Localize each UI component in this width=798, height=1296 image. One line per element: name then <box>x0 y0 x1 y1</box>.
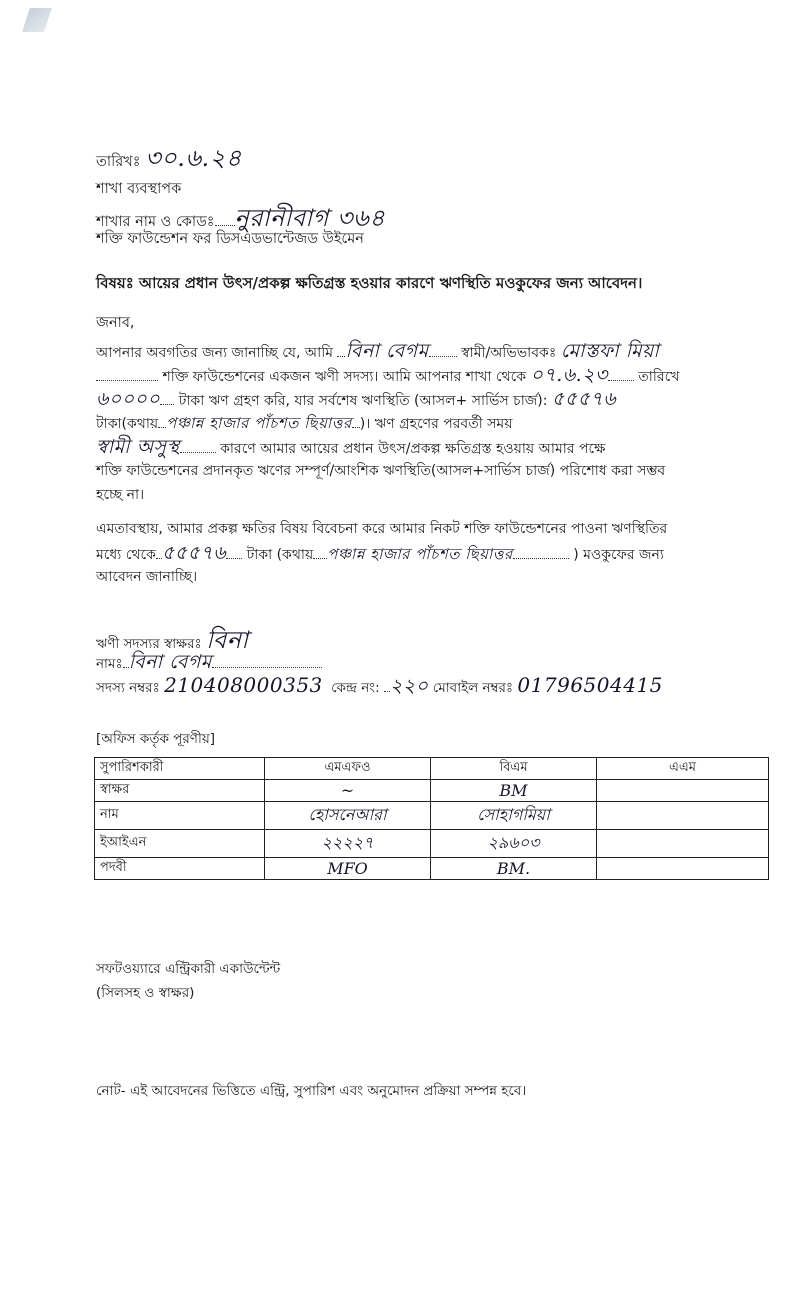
mfo-ein: ২২২২৭ <box>265 830 431 858</box>
amount-in-words-handwritten: পঞ্চান্ন হাজার পাঁচশত ছিয়াত্তর <box>166 414 352 432</box>
am-designation <box>597 858 769 880</box>
guardian-handwritten: মোস্তফা মিয়া <box>560 340 660 362</box>
manager-label: শাখা ব্যবস্থাপক <box>96 181 182 197</box>
body-text: টাকা (কথায় <box>246 547 314 563</box>
note-line: নোট- এই আবেদনের ভিত্তিতে এন্ট্রি, সুপারিশ এবং অনুমোদন প্রক্রিয়া সম্পন্ন হবে। <box>96 1083 527 1099</box>
member-name-handwritten: বিনা বেগম <box>345 340 429 362</box>
para1-line2 <box>96 364 679 388</box>
office-section-title: [অফিস কর্তৃক পূরণীয়] <box>96 731 216 747</box>
header-mfo: এমএফও <box>265 758 431 780</box>
body-text: )। ঋণ গ্রহণের পরবর্তী সময় <box>359 416 513 432</box>
mobile-value: 01796504415 <box>517 673 663 697</box>
mfo-designation: MFO <box>265 858 431 880</box>
branch-label: শাখার নাম ও কোডঃ <box>96 214 215 230</box>
member-sign-label: ঋণী সদস্যর স্বাক্ষরঃ <box>96 636 202 652</box>
office-table <box>94 757 769 880</box>
member-name-label: নামঃ <box>96 656 123 672</box>
accountant-line2: (সিলসহ ও স্বাক্ষর) <box>96 985 195 1001</box>
row-label-designation: পদবী <box>95 858 265 880</box>
member-name-value: বিনা বেগম <box>128 651 212 673</box>
bm-designation: BM. <box>431 858 597 880</box>
member-number-row <box>96 672 663 704</box>
waiver-amount-handwritten: ৫৫৫৭৬ <box>161 542 227 564</box>
branch-value: নুরানীবাগ ৩৬৪ <box>234 204 386 232</box>
scan-corner-mark <box>22 8 52 32</box>
para2-line3: আবেদন জানাচ্ছি। <box>96 569 198 585</box>
header-am: এএম <box>597 758 769 780</box>
para1-line7: হচ্ছে না। <box>96 487 145 503</box>
body-text: মধ্যে থেকে <box>96 547 156 563</box>
para1-line3 <box>96 388 616 412</box>
para1-line6: শক্তি ফাউন্ডেশনের প্রদানকৃত ঋণের সম্পূর্ণ/আংশিক ঋণস্থিতি(আসল+সার্ভিস চার্জ) পরিশোধ করা সম্ভব <box>96 463 666 479</box>
balance-handwritten: ৫৫৫৭৬ <box>551 388 617 410</box>
member-signature: বিনা <box>206 626 249 654</box>
member-no-label: সদস্য নম্বরঃ <box>96 680 160 696</box>
reason-handwritten: স্বামী অসুস্থ <box>96 436 180 458</box>
row-label-signature: স্বাক্ষর <box>95 780 265 802</box>
waiver-words-handwritten: পঞ্চান্ন হাজার পাঁচশত ছিয়াত্তর <box>327 545 513 563</box>
loan-date-handwritten: ০৭.৬.২৩ <box>530 364 608 386</box>
loan-amount-handwritten: ৬০০০০ <box>96 388 161 410</box>
accountant-line1: সফটওয়্যারে এন্ট্রিকারী একাউন্টেন্ট <box>96 961 281 977</box>
mobile-label: মোবাইল নম্বরঃ <box>432 680 514 696</box>
body-text: টাকা(কথায় <box>96 416 159 432</box>
organization-line: শক্তি ফাউন্ডেশন ফর ডিসএডভান্টেজড উইমেন <box>96 231 364 247</box>
header-recommender: সুপারিশকারী <box>95 758 265 780</box>
body-text: টাকা ঋণ গ্রহণ করি, যার সর্বশেষ ঋণস্থিতি (আসল+ সার্ভিস চার্জ): <box>178 393 548 409</box>
am-signature <box>597 780 769 802</box>
para2-line2 <box>96 542 664 566</box>
bm-name: সোহাগমিয়া <box>431 802 597 830</box>
date-row <box>96 140 242 180</box>
bm-signature: BM <box>431 780 597 802</box>
body-text: কারণে আমার আয়ের প্রধান উৎস/প্রকল্প ক্ষতিগ্রস্ত হওয়ায় আমার পক্ষে <box>220 441 606 457</box>
body-text: তারিখে <box>638 369 680 385</box>
salutation: জনাব, <box>96 315 135 331</box>
body-text: আপনার অবগতির জন্য জানাচ্ছি যে, আমি <box>96 345 334 361</box>
para1-line5 <box>96 436 605 460</box>
table-row <box>95 802 769 830</box>
bm-ein: ২৯৬০৩ <box>431 830 597 858</box>
para1-line4 <box>96 412 512 435</box>
table-row <box>95 858 769 880</box>
center-label: কেন্দ্র নং: <box>331 680 380 696</box>
row-label-name: নাম <box>95 802 265 830</box>
mfo-signature: ~ <box>265 780 431 802</box>
para2-line1: এমতাবস্থায়, আমার প্রকল্প ক্ষতির বিষয় বিবেচনা করে আমার নিকট শক্তি ফাউন্ডেশনের পাওনা ঋণস্থিতির <box>96 521 668 537</box>
body-text: ) মওকুফের জন্য <box>573 547 664 563</box>
table-row <box>95 830 769 858</box>
table-row <box>95 780 769 802</box>
center-value: ২২০ <box>389 675 429 697</box>
am-name <box>597 802 769 830</box>
table-header-row <box>95 758 769 780</box>
body-text: স্বামী/অভিভাবকঃ <box>461 345 557 361</box>
mfo-name: হোসনেআরা <box>265 802 431 830</box>
date-value: ৩০.৬.২৪ <box>145 144 242 172</box>
subject-line: বিষয়ঃ আয়ের প্রধান উৎস/প্রকল্প ক্ষতিগ্রস্ত হওয়ার কারণে ঋণস্থিতি মওকুফের জন্য আবেদন। <box>96 274 643 292</box>
header-bm: বিএম <box>431 758 597 780</box>
row-label-ein: ইআইএন <box>95 830 265 858</box>
member-no-value: 210408000353 <box>164 673 323 697</box>
date-label: তারিখঃ <box>96 154 141 170</box>
para1-line1 <box>96 340 659 364</box>
am-ein <box>597 830 769 858</box>
body-text: শক্তি ফাউন্ডেশনের একজন ঋণী সদস্য। আমি আপনার শাখা থেকে <box>162 369 527 385</box>
